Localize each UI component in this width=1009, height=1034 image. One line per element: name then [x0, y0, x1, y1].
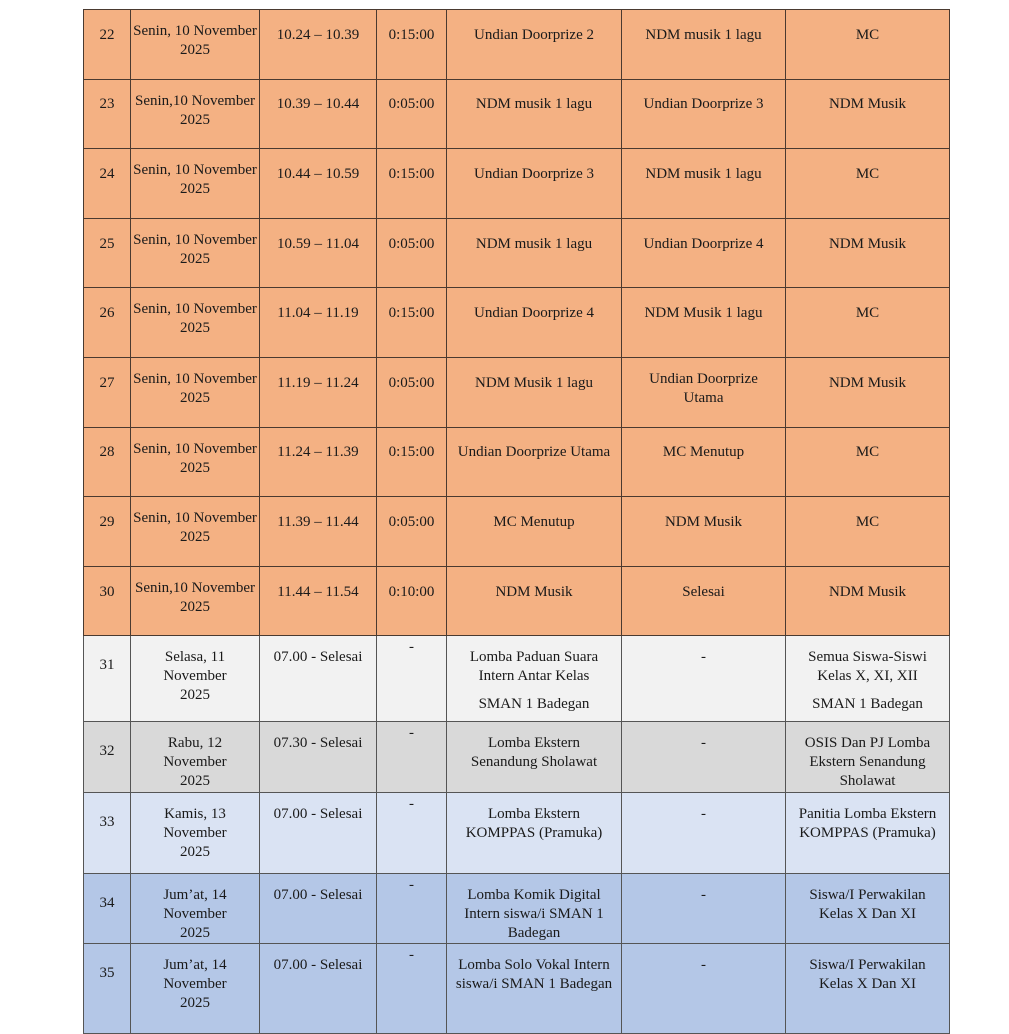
- row-next-activity: -: [622, 636, 786, 722]
- row-duration: 0:15:00: [377, 149, 447, 219]
- row-pic: MC: [786, 288, 950, 358]
- row-duration: -: [377, 944, 447, 1034]
- row-duration: -: [377, 722, 447, 793]
- row-number: 25: [84, 218, 131, 288]
- row-number: 22: [84, 10, 131, 80]
- row-date: Senin, 10 November 2025: [131, 149, 260, 219]
- table-row: [84, 427, 950, 497]
- row-activity-line: Lomba Paduan Suara Intern Antar Kelas: [469, 649, 599, 685]
- row-activity-school: SMAN 1 Badegan: [478, 696, 590, 713]
- row-time: 07.30 - Selesai: [260, 722, 377, 793]
- row-time: 11.04 – 11.19: [260, 288, 377, 358]
- row-activity: NDM Musik: [447, 566, 622, 636]
- row-date: Senin, 10 November 2025: [131, 218, 260, 288]
- row-duration: -: [377, 793, 447, 874]
- row-time: 10.59 – 11.04: [260, 218, 377, 288]
- row-activity: NDM musik 1 lagu: [447, 79, 622, 149]
- row-next-activity: NDM musik 1 lagu: [622, 149, 786, 219]
- schedule-table: [83, 9, 950, 1034]
- row-next-activity: -: [622, 944, 786, 1034]
- row-date: Senin, 10 November 2025: [131, 357, 260, 427]
- row-activity: Undian Doorprize 2: [447, 10, 622, 80]
- row-next-activity: Selesai: [622, 566, 786, 636]
- row-time: 10.24 – 10.39: [260, 10, 377, 80]
- table-row: [84, 79, 950, 149]
- row-duration: 0:10:00: [377, 566, 447, 636]
- row-next-activity: NDM musik 1 lagu: [622, 10, 786, 80]
- row-date: Senin,10 November 2025: [131, 79, 260, 149]
- row-time: 07.00 - Selesai: [260, 944, 377, 1034]
- table-row: [84, 10, 950, 80]
- row-activity: Lomba Komik Digital Intern siswa/i SMAN 1 Badegan: [447, 874, 622, 944]
- row-number: 28: [84, 427, 131, 497]
- row-pic: NDM Musik: [786, 218, 950, 288]
- table-row: [84, 566, 950, 636]
- row-date: Jum’at, 14 November 2025: [131, 944, 260, 1034]
- row-pic: Panitia Lomba Ekstern KOMPPAS (Pramuka): [786, 793, 950, 874]
- row-date: Jum’at, 14 November 2025: [131, 874, 260, 944]
- row-activity: Undian Doorprize Utama: [447, 427, 622, 497]
- table-row: [84, 288, 950, 358]
- row-number: 23: [84, 79, 131, 149]
- row-time: 11.39 – 11.44: [260, 497, 377, 567]
- table-row: [84, 722, 950, 793]
- row-pic: Siswa/I Perwakilan Kelas X Dan XI: [786, 944, 950, 1034]
- row-pic: OSIS Dan PJ Lomba Ekstern Senandung Sholawat: [786, 722, 950, 793]
- row-number: 29: [84, 497, 131, 567]
- row-pic: MC: [786, 427, 950, 497]
- row-next-activity: Undian Doorprize 4: [622, 218, 786, 288]
- row-activity: NDM musik 1 lagu: [447, 218, 622, 288]
- row-date: Senin, 10 November 2025: [131, 497, 260, 567]
- row-duration: 0:05:00: [377, 357, 447, 427]
- table-row: [84, 944, 950, 1034]
- row-pic: [786, 636, 950, 722]
- row-pic: MC: [786, 10, 950, 80]
- row-time: 10.44 – 10.59: [260, 149, 377, 219]
- row-number: 35: [84, 944, 131, 1034]
- row-number: 26: [84, 288, 131, 358]
- row-date: Senin,10 November 2025: [131, 566, 260, 636]
- row-duration: 0:05:00: [377, 218, 447, 288]
- row-number: 30: [84, 566, 131, 636]
- row-next-activity: MC Menutup: [622, 427, 786, 497]
- row-number: 34: [84, 874, 131, 944]
- row-next-activity: -: [622, 722, 786, 793]
- row-time: 11.19 – 11.24: [260, 357, 377, 427]
- table-row: [84, 218, 950, 288]
- row-next-activity: Undian Doorprize Utama: [622, 357, 786, 427]
- table-row: [84, 149, 950, 219]
- row-pic: MC: [786, 497, 950, 567]
- row-duration: 0:15:00: [377, 10, 447, 80]
- row-duration: 0:05:00: [377, 79, 447, 149]
- row-time: 11.24 – 11.39: [260, 427, 377, 497]
- row-duration: -: [377, 636, 447, 722]
- row-pic: NDM Musik: [786, 566, 950, 636]
- row-pic: NDM Musik: [786, 357, 950, 427]
- row-next-activity: -: [622, 874, 786, 944]
- row-duration: 0:15:00: [377, 288, 447, 358]
- row-activity: [447, 636, 622, 722]
- row-date: Senin, 10 November 2025: [131, 288, 260, 358]
- row-pic-school: SMAN 1 Badegan: [812, 696, 923, 713]
- row-pic: Siswa/I Perwakilan Kelas X Dan XI: [786, 874, 950, 944]
- row-activity: Lomba Solo Vokal Intern siswa/i SMAN 1 Badegan: [447, 944, 622, 1034]
- row-pic-line: Semua Siswa-Siswi Kelas X, XI, XII: [808, 649, 927, 685]
- row-date: Senin, 10 November 2025: [131, 10, 260, 80]
- row-activity: Undian Doorprize 4: [447, 288, 622, 358]
- table-row: [84, 874, 950, 944]
- row-next-activity: Undian Doorprize 3: [622, 79, 786, 149]
- table-row: [84, 497, 950, 567]
- row-duration: 0:05:00: [377, 497, 447, 567]
- row-number: 32: [84, 722, 131, 793]
- row-duration: 0:15:00: [377, 427, 447, 497]
- row-time: 07.00 - Selesai: [260, 636, 377, 722]
- row-time: 11.44 – 11.54: [260, 566, 377, 636]
- row-time: 10.39 – 10.44: [260, 79, 377, 149]
- row-activity: Undian Doorprize 3: [447, 149, 622, 219]
- row-number: 31: [84, 636, 131, 722]
- row-activity: MC Menutup: [447, 497, 622, 567]
- row-activity: Lomba Ekstern Senandung Sholawat: [447, 722, 622, 793]
- row-date: Selasa, 11 November 2025: [131, 636, 260, 722]
- row-number: 33: [84, 793, 131, 874]
- row-date: Rabu, 12 November 2025: [131, 722, 260, 793]
- row-activity: NDM Musik 1 lagu: [447, 357, 622, 427]
- row-date: Senin, 10 November 2025: [131, 427, 260, 497]
- row-number: 27: [84, 357, 131, 427]
- row-activity: Lomba Ekstern KOMPPAS (Pramuka): [447, 793, 622, 874]
- row-duration: -: [377, 874, 447, 944]
- row-time: 07.00 - Selesai: [260, 793, 377, 874]
- table-row: [84, 636, 950, 722]
- row-time: 07.00 - Selesai: [260, 874, 377, 944]
- row-date: Kamis, 13 November 2025: [131, 793, 260, 874]
- row-next-activity: NDM Musik: [622, 497, 786, 567]
- row-pic: MC: [786, 149, 950, 219]
- row-number: 24: [84, 149, 131, 219]
- table-row: [84, 793, 950, 874]
- row-pic: NDM Musik: [786, 79, 950, 149]
- row-next-activity: -: [622, 793, 786, 874]
- row-next-activity: NDM Musik 1 lagu: [622, 288, 786, 358]
- table-row: [84, 357, 950, 427]
